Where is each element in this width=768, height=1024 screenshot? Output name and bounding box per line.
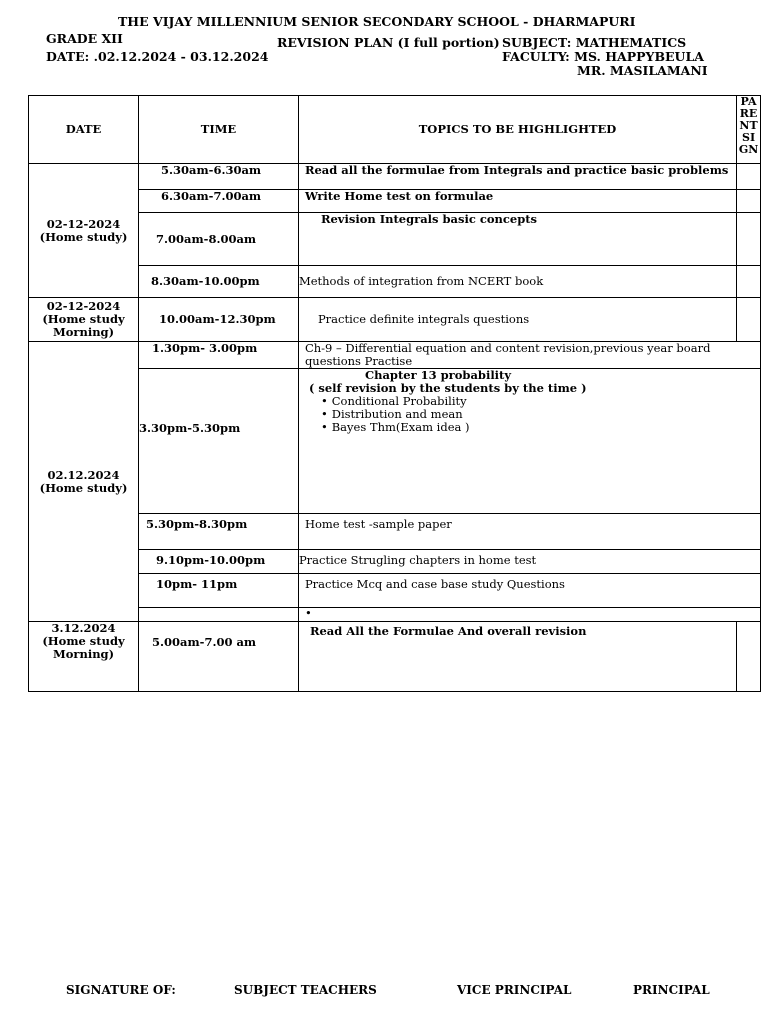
time-cell: 5.00am-7.00 am (139, 622, 299, 692)
table-row (29, 266, 761, 298)
vice-principal-label: VICE PRINCIPAL (457, 983, 572, 997)
table-row (29, 574, 761, 608)
table-row (29, 514, 761, 550)
time-cell: 7.00am-8.00am (139, 213, 299, 266)
time-cell: 3.30pm-5.30pm (139, 369, 299, 514)
sign-cell (737, 266, 761, 298)
list-item: • Distribution and mean (331, 408, 756, 421)
grade-label: GRADE XII (46, 31, 123, 46)
topic-cell: Revision Integrals basic concepts (298, 213, 736, 266)
topic-cell: Read all the formulae from Integrals and practice basic problems (298, 164, 736, 190)
time-cell: 9.10pm-10.00pm (139, 550, 299, 574)
time-cell: 1.30pm- 3.00pm (139, 342, 299, 369)
date-cell: 3.12.2024 (Home study Morning) (29, 622, 139, 692)
time-cell: 8.30am-10.00pm (139, 266, 299, 298)
faculty-label: FACULTY: MS. HAPPYBEULA (502, 49, 704, 64)
sign-cell (737, 164, 761, 190)
date-cell: 02-12-2024 (Home study) (29, 164, 139, 298)
subject-label: SUBJECT: MATHEMATICS (502, 35, 687, 50)
principal-label: PRINCIPAL (633, 983, 710, 997)
table-row (29, 550, 761, 574)
column-header-time: TIME (139, 96, 299, 164)
table-row (29, 190, 761, 213)
column-header-parent-sign: PA RE NT SI GN (737, 96, 761, 164)
time-cell: 10.00am-12.30pm (139, 298, 299, 342)
topic-cell: Write Home test on formulae (298, 190, 736, 213)
topic-cell: Methods of integration from NCERT book (298, 266, 736, 298)
list-item: • Bayes Thm(Exam idea ) (331, 421, 756, 434)
faculty-label-2: MR. MASILAMANI (577, 63, 708, 78)
table-header-row (29, 96, 761, 164)
column-header-date: DATE (29, 96, 139, 164)
list-item: • Conditional Probability (331, 395, 756, 408)
topic-cell: Practice Strugling chapters in home test (298, 550, 760, 574)
topic-cell: Practice Mcq and case base study Questions (298, 574, 760, 608)
topic-cell: Home test -sample paper (298, 514, 760, 550)
topic-cell: Practice definite integrals questions (298, 298, 736, 342)
time-cell: 10pm- 11pm (139, 574, 299, 608)
time-cell: 5.30pm-8.30pm (139, 514, 299, 550)
table-row (29, 298, 761, 342)
plan-label: REVISION PLAN (I full portion) (277, 35, 500, 50)
chapter-subtitle: ( self revision by the students by the time ) (308, 381, 587, 395)
school-name: THE VIJAY MILLENNIUM SENIOR SECONDARY SCHOOL - DHARMAPURI (118, 14, 636, 29)
topic-cell: Read All the Formulae And overall revision (298, 622, 736, 692)
time-cell: 6.30am-7.00am (139, 190, 299, 213)
table-row (29, 622, 761, 692)
time-cell: 5.30am-6.30am (139, 164, 299, 190)
table-row (29, 342, 761, 369)
table-row (29, 369, 761, 514)
subject-teachers-label: SUBJECT TEACHERS (234, 983, 377, 997)
time-cell (139, 608, 299, 622)
topic-cell: • (298, 608, 760, 622)
sign-cell (737, 622, 761, 692)
revision-plan-table (28, 95, 761, 692)
signature-label: SIGNATURE OF: (66, 983, 176, 997)
sign-cell (737, 190, 761, 213)
sign-cell (737, 298, 761, 342)
date-cell: 02.12.2024 (Home study) (29, 342, 139, 622)
table-row (29, 213, 761, 266)
table-row (29, 608, 761, 622)
table-row (29, 164, 761, 190)
topic-cell (298, 369, 760, 514)
topic-cell: Ch-9 – Differential equation and content revision,previous year board questions Practise (298, 342, 760, 369)
column-header-topics: TOPICS TO BE HIGHLIGHTED (298, 96, 736, 164)
chapter-title: Chapter 13 probability (364, 368, 512, 382)
date-label: DATE: .02.12.2024 - 03.12.2024 (46, 49, 269, 64)
date-cell: 02-12-2024 (Home study Morning) (29, 298, 139, 342)
sign-cell (737, 213, 761, 266)
